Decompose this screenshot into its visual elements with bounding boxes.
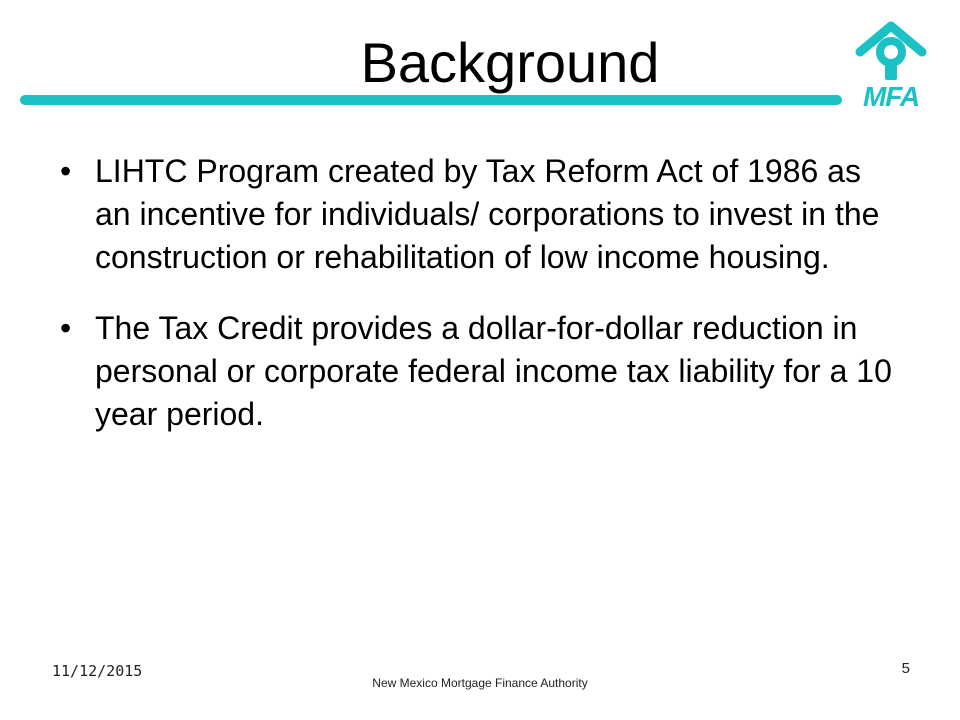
house-keyhole-icon (852, 18, 930, 82)
slide-title: Background (360, 31, 660, 94)
bullet-text: The Tax Credit provides a dollar-for-dollar reduction in personal or corporate federal income tax liability for a 10 year period. (95, 310, 892, 432)
mfa-logo (852, 18, 930, 110)
bullet-marker: • (60, 153, 72, 189)
bullet-item (60, 307, 900, 436)
page-number: 5 (901, 660, 910, 677)
footer-date: 11/12/2015 (52, 662, 143, 680)
logo-text: MFA (862, 81, 920, 112)
footer-organization: New Mexico Mortgage Finance Authority (372, 676, 588, 690)
bullet-text: LIHTC Program created by Tax Reform Act of 1986 as an incentive for individuals/ corporations to invest in the construction or rehabilitation of low income housing. (95, 153, 880, 275)
title-underline (20, 95, 842, 105)
bullet-item (60, 150, 900, 279)
bullet-list (60, 150, 900, 464)
bullet-marker: • (60, 310, 72, 346)
